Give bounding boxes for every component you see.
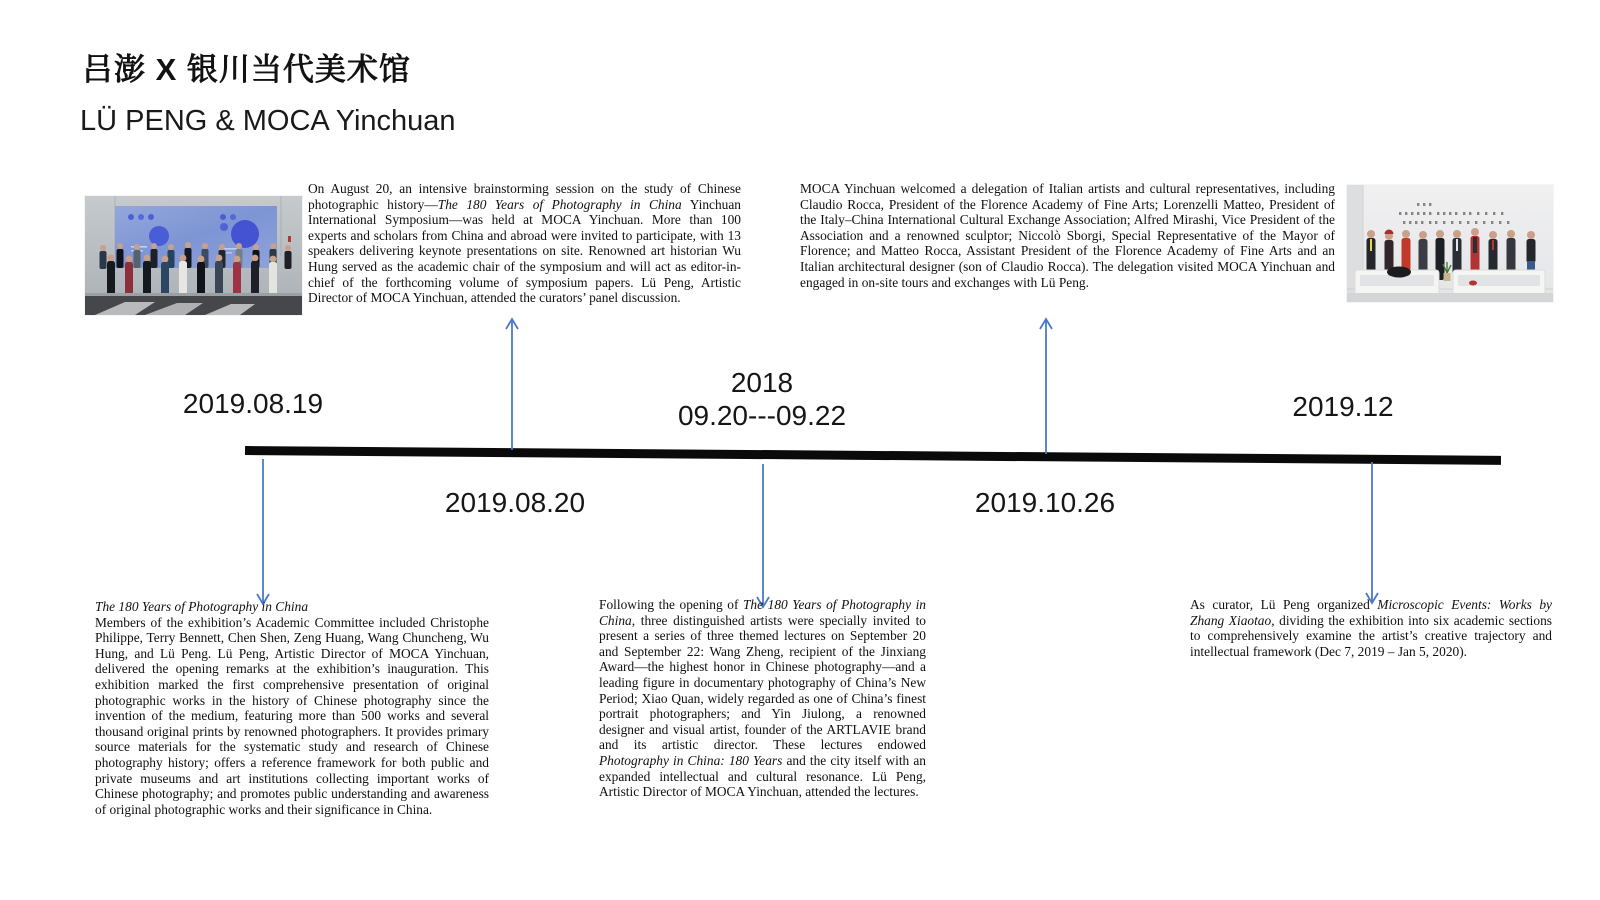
- date-label-2019-08-19: 2019.08.19: [182, 388, 324, 419]
- timeline-bar: [245, 446, 1501, 465]
- date-label-2018-line2: 09.20---09.22: [677, 400, 847, 431]
- date-label-2019-10-26: 2019.10.26: [974, 487, 1116, 518]
- arrow-up-delegation: [1038, 316, 1054, 456]
- page-title-chinese: 吕澎 X 银川当代美术馆: [82, 52, 411, 87]
- arrow-down-exhibition: [255, 459, 271, 607]
- delegation-paragraph: MOCA Yinchuan welcomed a delegation of Italian artists and cultural representatives, including Claudio Rocca, President of the Florence Academy of Fine Arts; Lorenzelli Matteo, President of the Italy–China International Cultural Exchange Association; Alfred Mirashi, Vice President of the Association and a renowned sculptor; Niccolò Sborgi, Special Representative of the Mayor of Florence; and Matteo Rocca, Assistant President of the Florence Academy of Fine Arts and an Italian architectural designer (son of Claudio Rocca). The delegation visited MOCA Yinchuan and engaged in on-site tours and exchanges with Lü Peng.: [800, 181, 1335, 290]
- exhibition-paragraph: [95, 599, 489, 817]
- date-label-2018-09-20-22: [662, 366, 862, 432]
- microscopic-paragraph: As curator, Lü Peng organized Microscopic Events: Works by Zhang Xiaotao, dividing the exhibition into six academic sections to comprehensively examine the artist’s creative trajectory and intellectual framework (Dec 7, 2019 – Jan 5, 2020).: [1190, 597, 1552, 659]
- lectures-paragraph: Following the opening of The 180 Years of Photography in China, three distinguished artists were specially invited to present a series of three themed lectures on September 20 and September 22: Wang Zheng, recipient of the Jinxiang Award—the highest honor in Chinese photography—and a leading figure in documentary photography of China’s New Period; Xiao Quan, widely regarded as one of China’s finest portrait photographers; and Yin Jiulong, a renowned designer and visual artist, founder of the ARTLAVIE brand and its artistic director. These lectures endowed Photography in China: 180 Years and the city itself with an expanded intellectual and cultural resonance. Lü Peng, Artistic Director of MOCA Yinchuan, attended the lectures.: [599, 597, 926, 800]
- delegation-group-photo: [1347, 185, 1553, 302]
- arrow-up-symposium: [504, 316, 520, 452]
- date-label-2018-line1: 2018: [730, 367, 794, 398]
- page-title-english: LÜ PENG & MOCA Yinchuan: [80, 105, 456, 137]
- exhibition-title: The 180 Years of Photography in China: [95, 599, 309, 614]
- photo-gallery-floor: [1347, 293, 1553, 302]
- date-label-2019-08-20: 2019.08.20: [444, 487, 586, 518]
- date-label-2019-12: 2019.12: [1292, 391, 1394, 422]
- symposium-paragraph: On August 20, an intensive brainstorming session on the study of Chinese photographic history—The 180 Years of Photography in China Yinchuan International Symposium—was held at MOCA Yinchuan. More than 100 experts and scholars from China and abroad were invited to participate, with 13 speakers delivering keynote presentations on site. Renowned art historian Wu Hung served as the academic chair of the symposium and will act as editor-in-chief of the forthcoming volume of symposium papers. Lü Peng, Artistic Director of MOCA Yinchuan, attended the curators’ panel discussion.: [308, 181, 742, 306]
- photo-floor: [85, 293, 302, 315]
- exhibition-body: Members of the exhibition’s Academic Committee included Christophe Philippe, Terry Bennett, Chen Shen, Zeng Huang, Wang Chuncheng, Wu Hung, and Lü Peng. Lü Peng, Artistic Director of MOCA Yinchuan, delivered the opening remarks at the exhibition’s inauguration. This exhibition marked the first comprehensive presentation of original photographic works in the history of Chinese photography since the invention of the medium, featuring more than 500 works and several thousand original prints by renowned photographers. It provides primary source materials for the systematic study and research of Chinese photography history; offers a reference framework for both public and private museums and art institutions collecting important works of Chinese photography; and promotes public understanding and awareness of original photographic works and their significance in China.: [95, 614, 489, 817]
- arrow-down-lectures: [755, 464, 771, 610]
- symposium-group-photo: [85, 196, 302, 315]
- arrow-down-microscopic: [1364, 462, 1380, 606]
